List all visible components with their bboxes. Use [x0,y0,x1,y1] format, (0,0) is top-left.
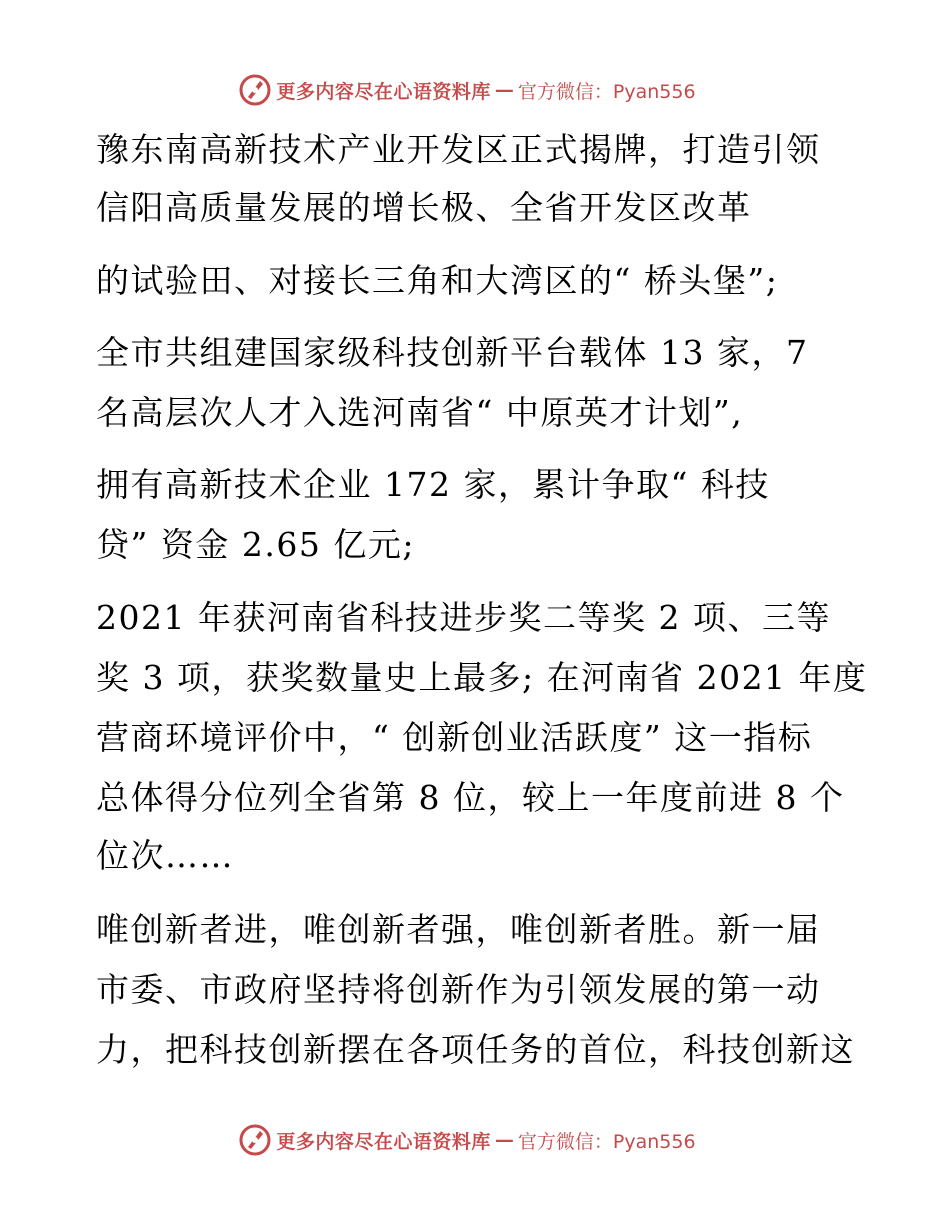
footer-watermark [0,1120,950,1160]
text-line: 名高层次人才入选河南省“ 中原英才计划”, [96,393,744,432]
text-line: 全市共组建国家级科技创新平台载体 13 家，7 [96,333,809,372]
text-line: 位次…… [96,836,234,875]
watermark-text: 更多内容尽在心语资料库 [276,1130,491,1153]
watermark-contact: 官方微信：Pyan556 [517,1130,696,1153]
text-line: 总体得分位列全省第 8 位，较上一年度前进 8 个 [96,778,845,817]
text-line: 拥有高新技术企业 172 家，累计争取“ 科技 [96,465,770,504]
text-line: 力，把科技创新摆在各项任务的首位，科技创新这 [96,1030,855,1069]
watermark-text: 更多内容尽在心语资料库 [276,80,491,103]
text-line: 豫东南高新技术产业开发区正式揭牌，打造引领 [96,130,821,169]
watermark-contact: 官方微信：Pyan556 [517,80,696,103]
text-line: 奖 3 项，获奖数量史上最多; 在河南省 2021 年度 [96,658,868,697]
header-watermark [0,70,950,110]
logo-seal-icon [238,73,272,107]
text-line: 市委、市政府坚持将创新作为引领发展的第一动 [96,970,821,1009]
text-line: 贷” 资金 2.65 亿元; [96,525,415,564]
logo-seal-icon [238,1123,272,1157]
text-line: 唯创新者进，唯创新者强，唯创新者胜。新一届 [96,910,821,949]
text-line: 信阳高质量发展的增长极、全省开发区改革 [96,188,752,227]
watermark-dash: — [494,79,514,101]
text-line: 营商环境评价中，“ 创新创业活跃度” 这一指标 [96,718,813,757]
text-line: 的试验田、对接长三角和大湾区的“ 桥头堡”; [96,261,779,300]
text-line: 2021 年获河南省科技进步奖二等奖 2 项、三等 [96,598,831,637]
watermark-dash: — [494,1129,514,1151]
